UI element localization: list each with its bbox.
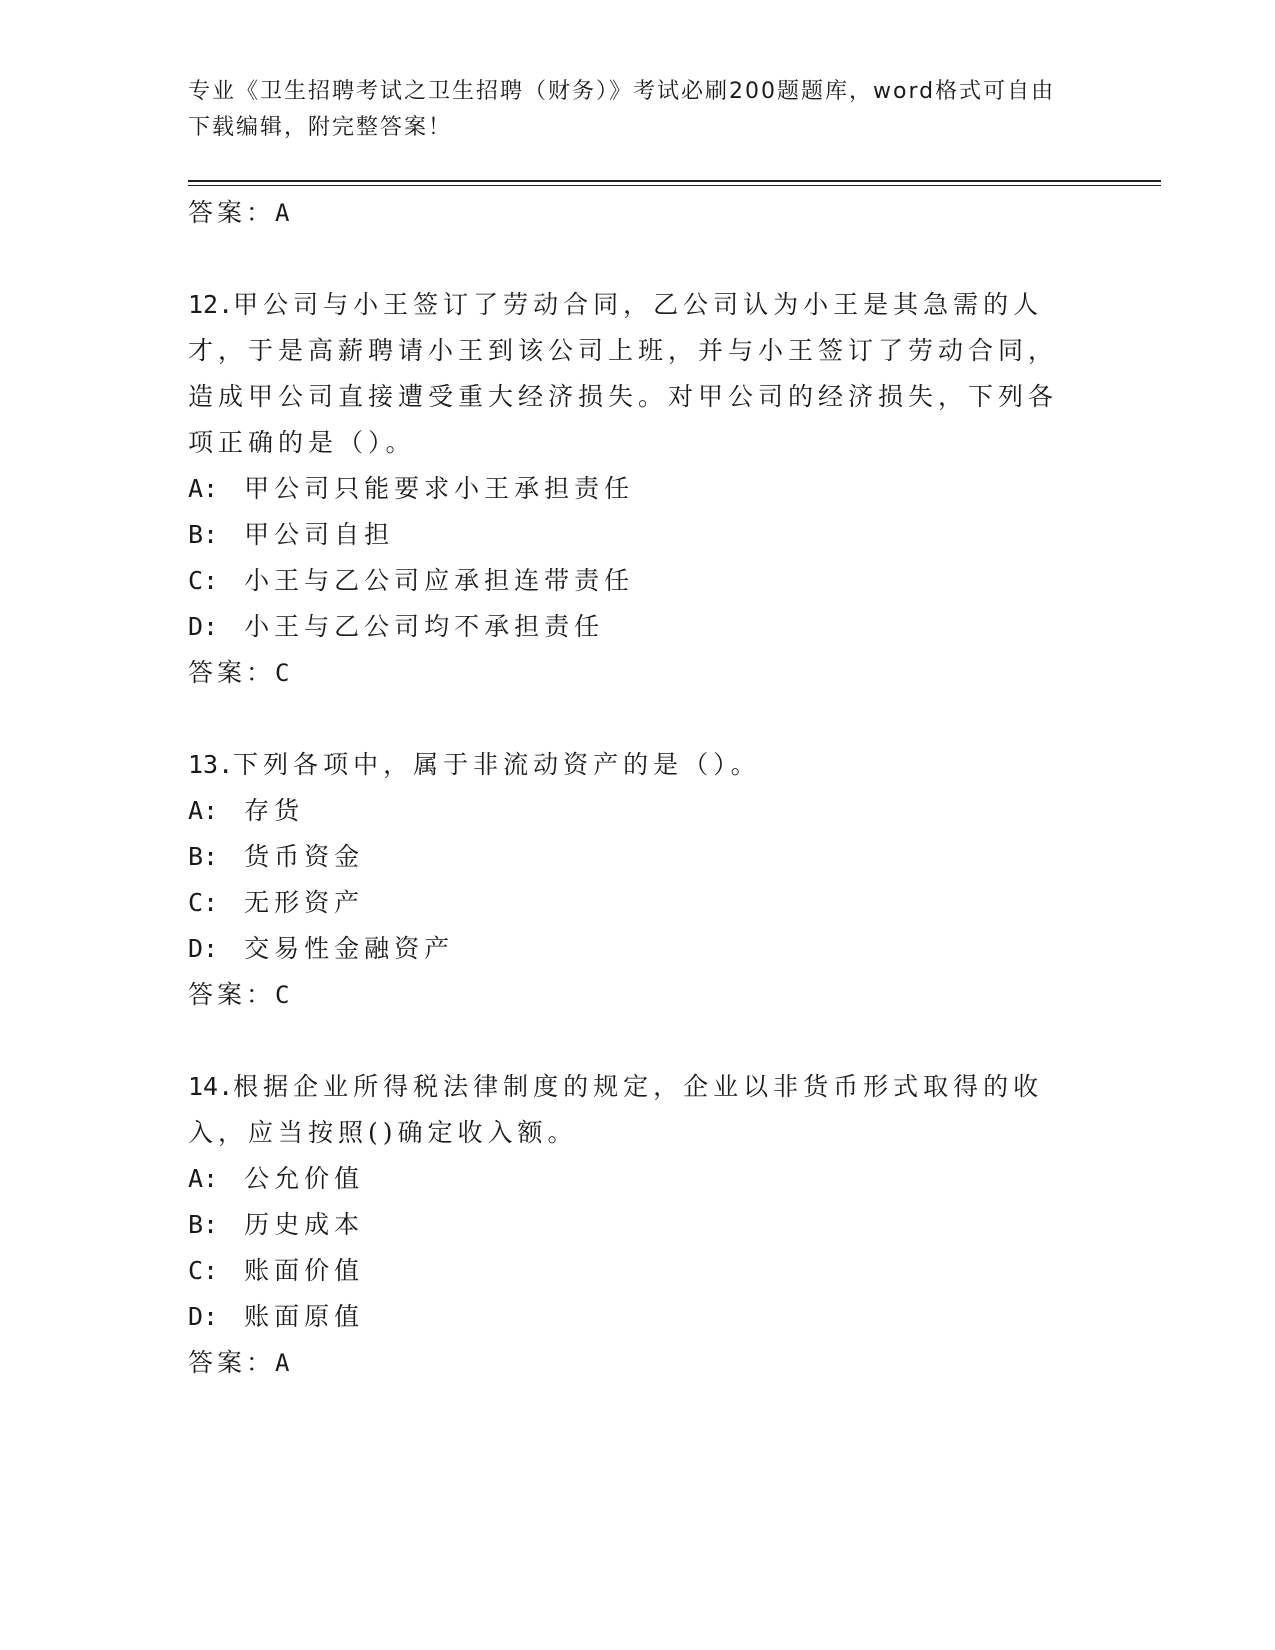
option-key: A: — [188, 796, 219, 825]
option-key: C: — [188, 888, 219, 917]
option-text: 甲公司只能要求小王承担责任 — [244, 474, 635, 503]
option-c — [188, 880, 1068, 926]
option-key: C: — [188, 566, 219, 595]
option-text: 小王与乙公司均不承担责任 — [244, 612, 605, 641]
answer-value: C — [275, 981, 290, 1009]
question-number: 13. — [188, 750, 234, 779]
answer-value: C — [275, 659, 290, 687]
answer-label: 答案： — [188, 658, 276, 687]
option-text: 甲公司自担 — [244, 520, 395, 549]
option-text: 交易性金融资产 — [244, 934, 455, 963]
spacer — [188, 1018, 1068, 1064]
option-key: B: — [188, 520, 219, 549]
option-key: A: — [188, 1164, 219, 1193]
option-text: 账面价值 — [244, 1256, 365, 1285]
answer-line — [188, 650, 1068, 696]
question-13 — [188, 742, 1068, 1018]
answer-label: 答案： — [188, 1348, 276, 1377]
option-text: 货币资金 — [244, 842, 365, 871]
answer-label: 答案： — [188, 980, 276, 1009]
document-header: 专业《卫生招聘考试之卫生招聘（财务）》考试必刷200题题库，word格式可自由下载编辑，附完整答案！ — [188, 79, 1056, 140]
question-14 — [188, 1064, 1068, 1386]
option-d — [188, 1294, 1068, 1340]
option-key: D: — [188, 1302, 219, 1331]
option-b — [188, 834, 1068, 880]
option-a — [188, 788, 1068, 834]
option-key: D: — [188, 612, 219, 641]
answer-value: A — [275, 1349, 290, 1377]
question-text: 下列各项中，属于非流动资产的是（）。 — [233, 750, 761, 779]
spacer — [188, 236, 1068, 282]
option-text: 历史成本 — [244, 1210, 365, 1239]
question-number: 14. — [188, 1072, 234, 1101]
question-list — [188, 190, 1068, 1386]
question-stem — [188, 1064, 1068, 1156]
option-key: B: — [188, 1210, 219, 1239]
header-rule-thin — [188, 185, 1161, 186]
option-text: 存货 — [244, 796, 305, 825]
option-key: B: — [188, 842, 219, 871]
spacer — [188, 696, 1068, 742]
option-b — [188, 512, 1068, 558]
answer-label: 答案： — [188, 198, 276, 227]
option-d — [188, 604, 1068, 650]
answer-line — [188, 972, 1068, 1018]
question-number: 12. — [188, 290, 234, 319]
header-rule-thick — [188, 180, 1161, 182]
question-stem — [188, 282, 1068, 466]
option-c — [188, 558, 1068, 604]
question-stem — [188, 742, 1068, 788]
option-text: 小王与乙公司应承担连带责任 — [244, 566, 635, 595]
option-a — [188, 466, 1068, 512]
question-12 — [188, 282, 1068, 696]
answer-line-previous — [188, 190, 1068, 236]
option-text: 账面原值 — [244, 1302, 365, 1331]
answer-line — [188, 1340, 1068, 1386]
option-b — [188, 1202, 1068, 1248]
option-a — [188, 1156, 1068, 1202]
question-text: 甲公司与小王签订了劳动合同，乙公司认为小王是其急需的人才，于是高薪聘请小王到该公司上班，并与小王签订了劳动合同，造成甲公司直接遭受重大经济损失。对甲公司的经济损失，下列各项正确的是（）。 — [188, 290, 1059, 457]
option-key: C: — [188, 1256, 219, 1285]
question-text: 根据企业所得税法律制度的规定，企业以非货币形式取得的收入，应当按照()确定收入额。 — [188, 1072, 1044, 1147]
option-text: 公允价值 — [244, 1164, 365, 1193]
option-c — [188, 1248, 1068, 1294]
option-key: A: — [188, 474, 219, 503]
option-key: D: — [188, 934, 219, 963]
option-text: 无形资产 — [244, 888, 365, 917]
option-d — [188, 926, 1068, 972]
answer-value: A — [275, 199, 290, 227]
